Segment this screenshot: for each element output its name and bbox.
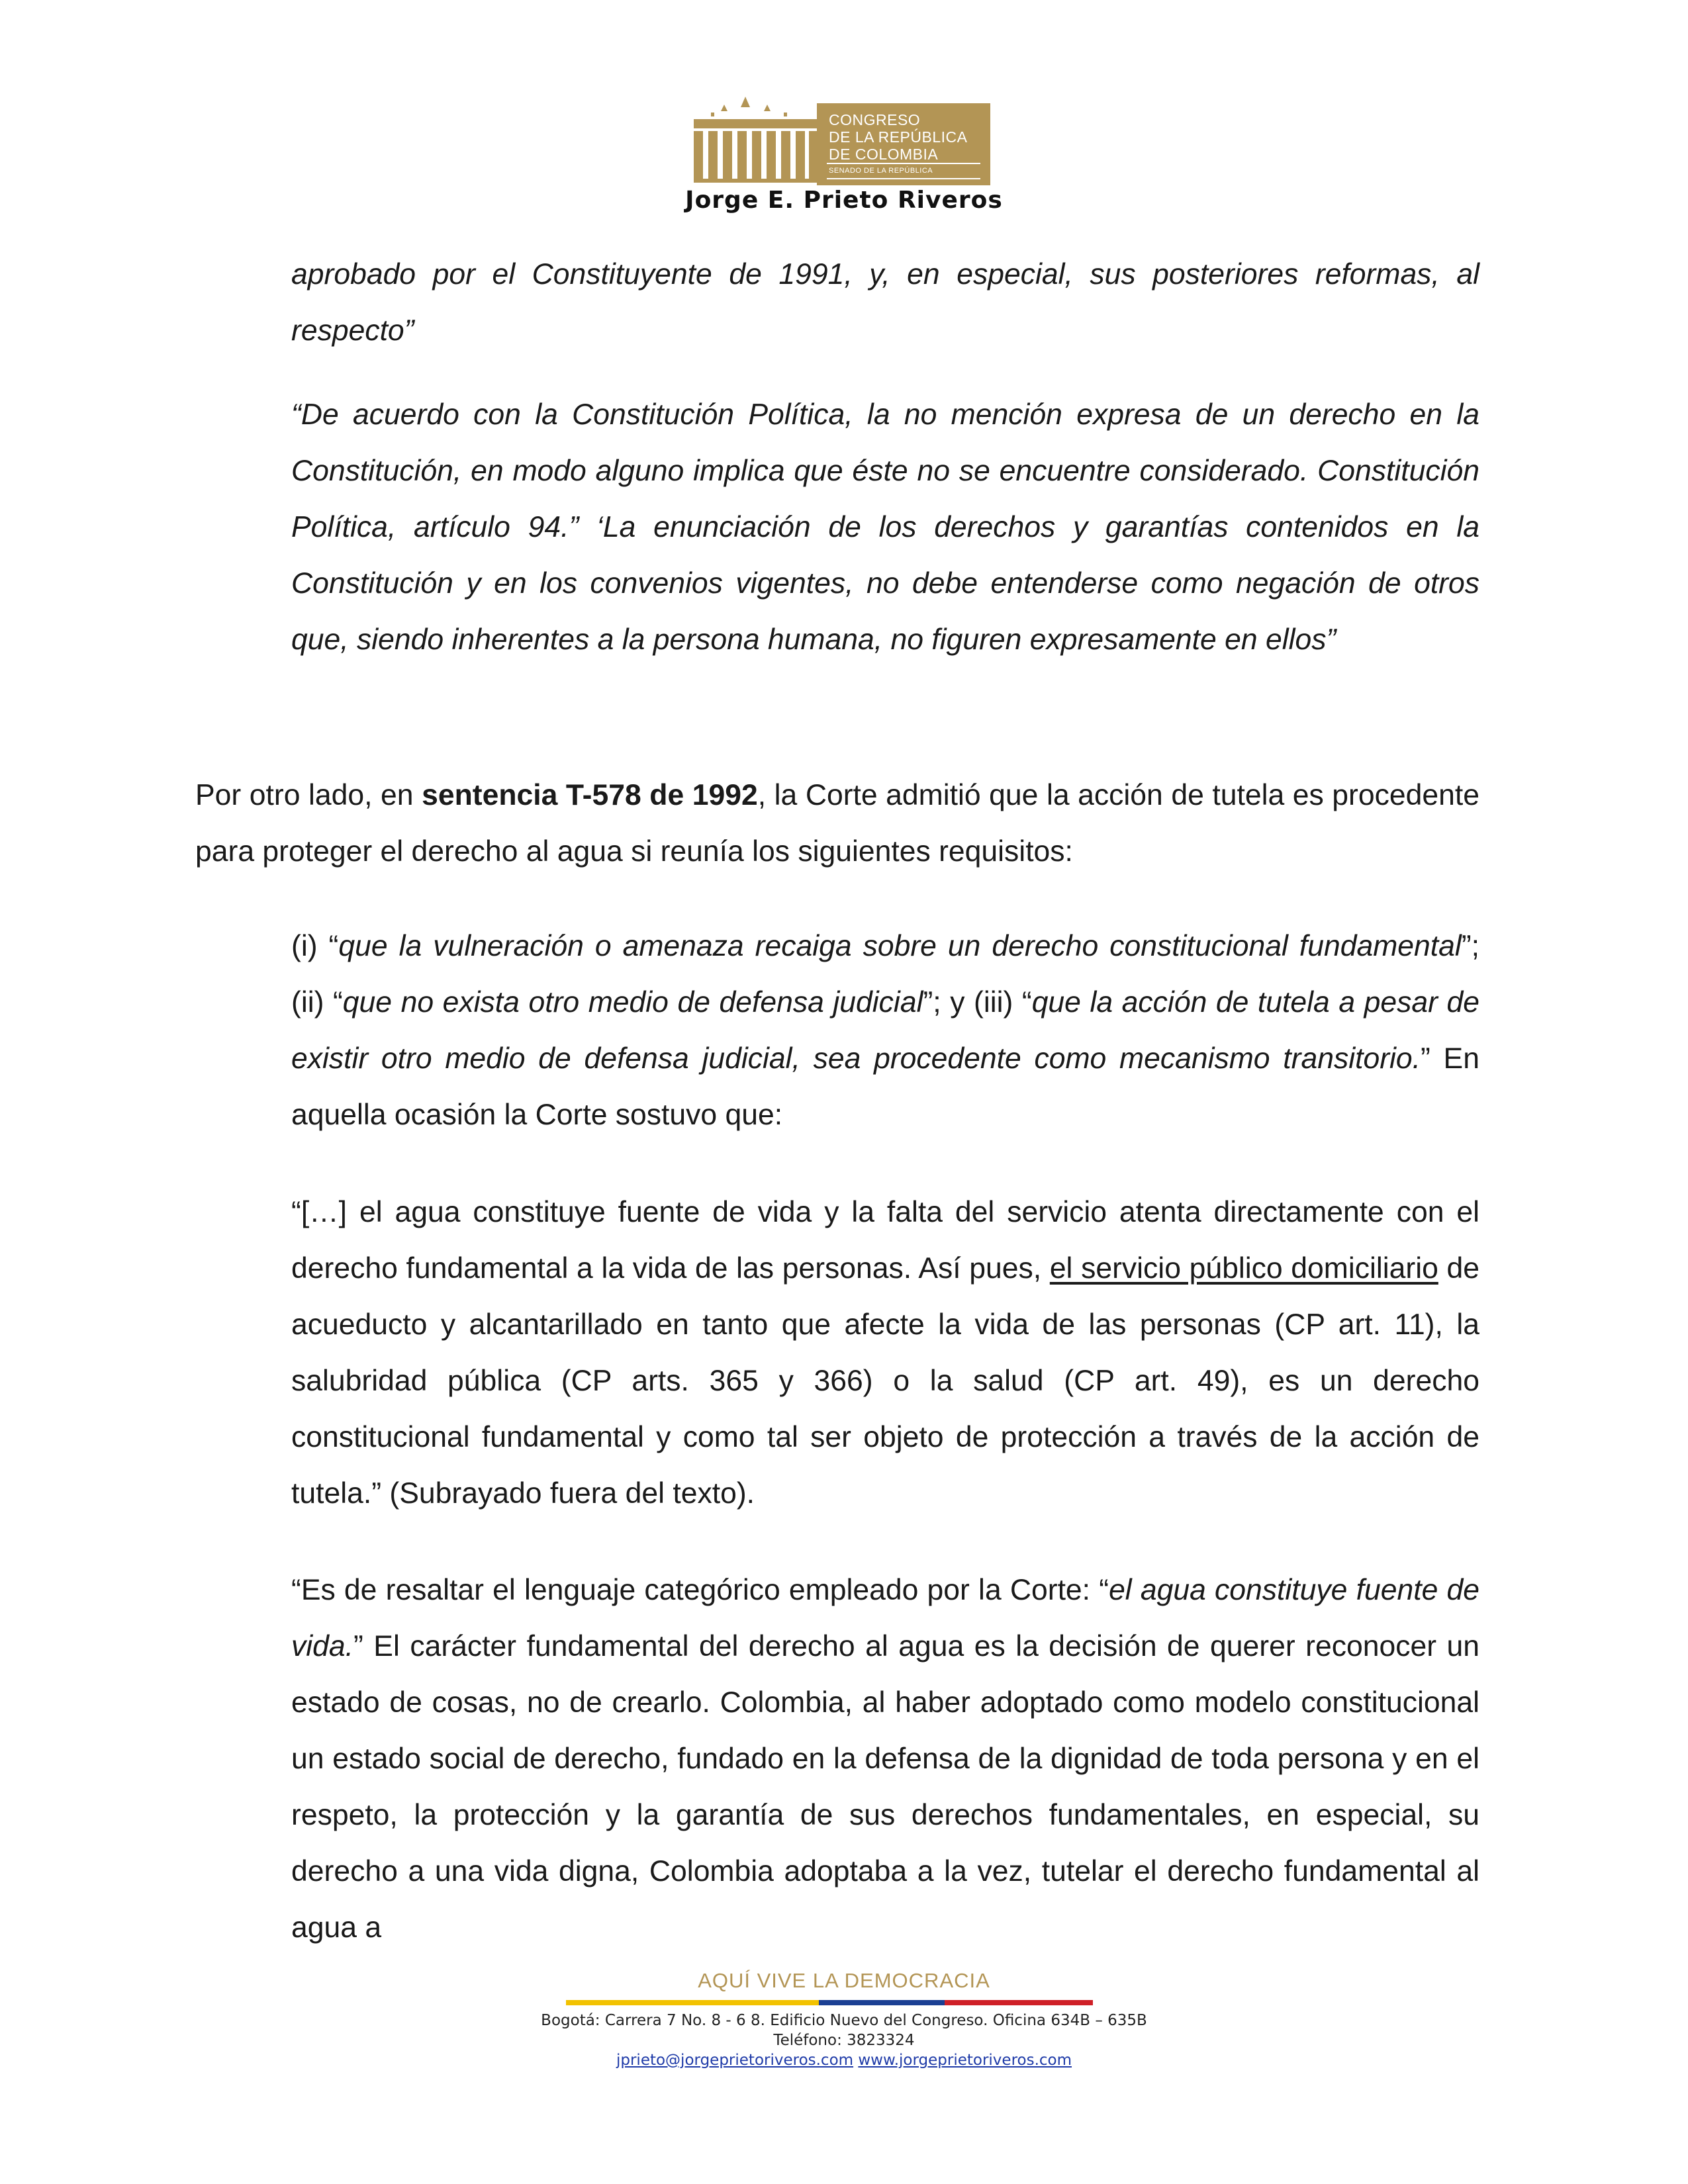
flag-stripe-yellow	[566, 2000, 819, 2005]
quote-paragraph	[291, 1184, 1479, 1522]
sentence-reference: sentencia T-578 de 1992	[422, 779, 758, 811]
website-link[interactable]: www.jorgeprietoriveros.com	[858, 2052, 1072, 2069]
logo-line: DE LA REPÚBLICA	[829, 128, 968, 146]
logo-line: DE COLOMBIA	[829, 146, 939, 163]
logo-textbox	[817, 103, 990, 185]
capitol-building-icon	[684, 93, 817, 185]
quote-paragraph: “De acuerdo con la Constitución Política, la no mención expresa de un derecho en la Constitución, en modo alguno implica que éste no se encuentre considerado. Constitución Política, artículo 94.” ‘La enunciación de los derechos y garantías contenidos en la Constitución y en los convenios vigentes, no debe entenderse como negación de otros que, siendo inherentes a la persona humana, no figuren expresamente en ellos”	[291, 398, 1479, 656]
flag-stripe-red	[945, 2000, 1093, 2005]
quote-paragraph	[291, 1562, 1479, 1956]
text-run: ” El carácter fundamental del derecho al agua es la decisión de querer reconocer un estado de cosas, no de crearlo. Colombia, al haber adoptado como modelo constitucional un estado social de derecho, fundado en la defensa de la dignidad de toda persona y en el respeto, la protección y la garantía de sus derechos fundamentales, en especial, su derecho a una vida digna, Colombia adoptaba a la vez, tutelar el derecho fundamental al agua a	[291, 1630, 1479, 1944]
requirement-i: que la vulneración o amenaza recaiga sobre un derecho constitucional fundamental	[338, 930, 1462, 962]
quote-paragraph: aprobado por el Constituyente de 1991, y, en especial, sus posteriores reformas, al respecto”	[291, 258, 1479, 347]
congress-logo	[684, 93, 990, 185]
text-run: ”; y (iii) “	[923, 986, 1032, 1019]
email-link[interactable]: jprieto@jorgeprietoriveros.com	[616, 2052, 854, 2069]
logo-divider	[827, 163, 980, 164]
requirement-ii: que no exista otro medio de defensa judicial	[342, 986, 923, 1019]
footer-address: Bogotá: Carrera 7 No. 8 - 6 8. Edificio Nuevo del Congreso. Oficina 634B – 635B	[541, 2012, 1147, 2029]
body-paragraph	[195, 767, 1479, 880]
italic-phrase: el agua constituye fuente de vida.	[291, 1574, 1479, 1662]
logo-divider	[827, 178, 980, 179]
text-run: “Es de resaltar el lenguaje categórico empleado por la Corte: “	[291, 1574, 1109, 1606]
logo-subline: SENADO DE LA REPÚBLICA	[829, 167, 933, 175]
text-run: , la Corte admitió que la acción de tutela es procedente para proteger el derecho al agua si reunía los siguientes requisitos:	[195, 779, 1479, 868]
flag-stripe-blue	[819, 2000, 945, 2005]
requirement-iii: que la acción de tutela a pesar de existir otro medio de defensa judicial, sea procedente como mecanismo transitorio.	[291, 986, 1480, 1075]
requirements-paragraph	[291, 918, 1479, 1143]
text-run: (i) “	[291, 930, 339, 962]
author-name: Jorge E. Prieto Riveros	[685, 187, 1003, 214]
footer-links	[0, 2052, 1688, 2069]
footer-phone: Teléfono: 3823324	[773, 2032, 915, 2049]
logo-line: CONGRESO	[829, 111, 921, 128]
text-run: de acueducto y alcantarillado en tanto que afecte la vida de las personas (CP art. 11), la salubridad pública (CP arts. 365 y 366) o la salud (CP art. 49), es un derecho constitucional fundamental y como tal ser objeto de protección a través de la acción de tutela.” (Subrayado fuera del texto).	[291, 1252, 1479, 1510]
text-run: “[…] el agua constituye fuente de vida y la falta del servicio atenta directamente con el derecho fundamental a la vida de las personas. Así pues,	[291, 1196, 1479, 1285]
text-run: ”; (ii) “	[291, 930, 1479, 1019]
text-run: ” En aquella ocasión la Corte sostuvo que:	[291, 1042, 1479, 1131]
underlined-phrase: el servicio público domiciliario	[1049, 1252, 1438, 1285]
text-run: Por otro lado, en	[195, 779, 422, 811]
footer-slogan: AQUÍ VIVE LA DEMOCRACIA	[698, 1969, 990, 1992]
